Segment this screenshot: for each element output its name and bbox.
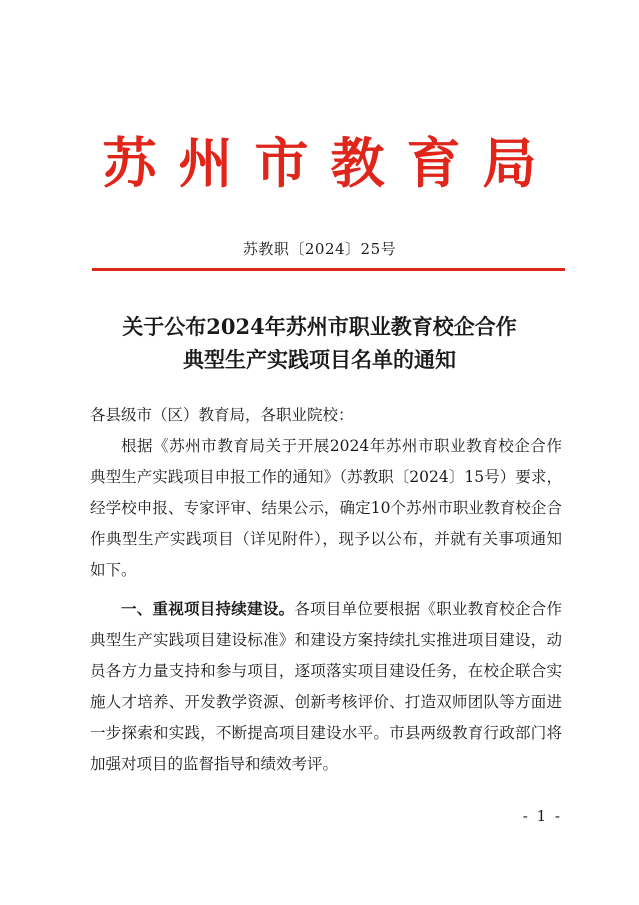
document-title	[60, 310, 579, 376]
document-number: 苏教职〔2024〕25号	[242, 240, 397, 258]
section-1-text: 各项目单位要根据《职业教育校企合作典型生产实践项目建设标准》和建设方案持续扎实推进项目建设，动员各方力量支持和参与项目，逐项落实项目建设任务，在校企联合实施人才培养、开发教学资源、创新考核评价、打造双师团队等方面进一步探索和实践，不断提高项目建设水平。市县两级教育行政部门将加强对项目的监督指导和绩效考评。	[90, 600, 562, 773]
paragraph-section-1	[90, 593, 562, 780]
title-line-1: 关于公布2024年苏州市职业教育校企合作	[122, 314, 517, 339]
page-number: - 1 -	[522, 807, 562, 825]
salutation: 各县级市（区）教育局，各职业院校：	[90, 406, 354, 424]
red-divider-line	[92, 268, 565, 271]
paragraph-intro: 根据《苏州市教育局关于开展2024年苏州市职业教育校企合作典型生产实践项目申报工作的通知》（苏教职〔2024〕15号）要求，经学校申报、专家评审、结果公示，确定10个苏州市职业教育校企合作典型生产实践项目（详见附件），现予以公布，并就有关事项通知如下。	[90, 437, 562, 579]
section-1-heading: 一、重视项目持续建设。	[121, 599, 295, 618]
issuing-authority-header: 苏州市教育局	[102, 131, 559, 195]
title-line-2: 典型生产实践项目名单的通知	[183, 347, 456, 372]
